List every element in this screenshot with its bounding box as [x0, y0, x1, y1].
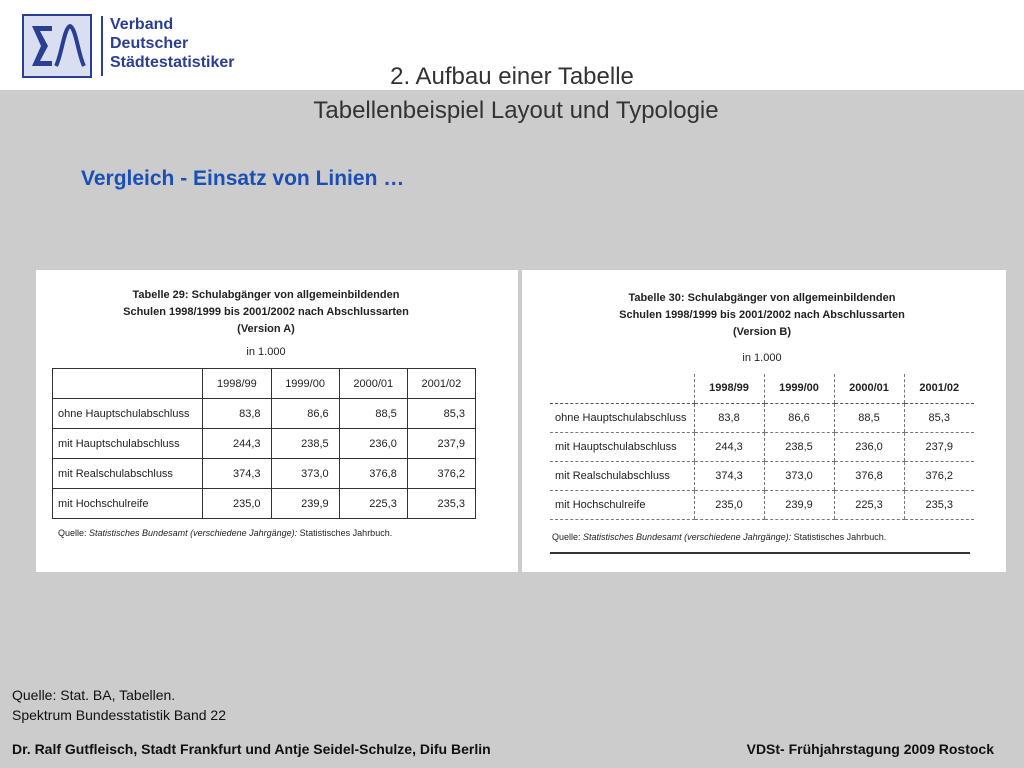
- table-cell: 235,0: [203, 489, 271, 519]
- source-prefix: Quelle:: [58, 528, 90, 538]
- table-a-grid: [52, 368, 476, 519]
- table-cell: 85,3: [407, 399, 475, 429]
- slide-title-sub: Tabellenbeispiel Layout und Typologie: [313, 97, 719, 124]
- table-b-source: [552, 532, 886, 542]
- table-cell: 225,3: [339, 489, 407, 519]
- table-cell: 235,3: [407, 489, 475, 519]
- table-cell: 85,3: [904, 403, 974, 432]
- row-label: mit Hochschulreife: [53, 489, 203, 519]
- table-a-caption-line-3: (Version A): [237, 323, 295, 335]
- source-italic: Statistisches Bundesamt (verschiedene Jahrgänge):: [89, 528, 298, 538]
- section-heading: Vergleich - Einsatz von Linien …: [81, 167, 405, 190]
- table-cell: 225,3: [834, 490, 904, 519]
- logo-line-3: Städtestatistiker: [110, 54, 235, 71]
- row-label: mit Hauptschulabschluss: [550, 432, 694, 461]
- table-row: [53, 489, 476, 519]
- table-cell: 239,9: [271, 489, 339, 519]
- table-cell: 238,5: [271, 429, 339, 459]
- table-a-caption: [76, 287, 456, 338]
- table-b-caption-line-1: Tabelle 30: Schulabgänger von allgemeinbildenden: [628, 292, 896, 304]
- table-row: [53, 429, 476, 459]
- row-label: ohne Hauptschulabschluss: [550, 403, 694, 432]
- table-cell: 86,6: [764, 403, 834, 432]
- row-label: mit Hauptschulabschluss: [53, 429, 203, 459]
- table-cell: 376,2: [904, 461, 974, 490]
- source-suffix: Statistisches Jahrbuch.: [791, 532, 887, 542]
- table-cell: 244,3: [203, 429, 271, 459]
- table-cell: 237,9: [904, 432, 974, 461]
- table-row: [550, 461, 974, 490]
- table-row: [550, 490, 974, 519]
- row-label: mit Realschulabschluss: [53, 459, 203, 489]
- table-cell: 376,2: [407, 459, 475, 489]
- table-cell: 239,9: [764, 490, 834, 519]
- table-scan-version-a: [36, 270, 518, 572]
- table-a-caption-line-1: Tabelle 29: Schulabgänger von allgemeinbildenden: [132, 289, 400, 301]
- table-row: [550, 403, 974, 432]
- footer-authors: Dr. Ralf Gutfleisch, Stadt Frankfurt und Antje Seidel-Schulze, Difu Berlin: [12, 741, 491, 757]
- column-header: 2001/02: [904, 374, 974, 403]
- table-cell: 376,8: [339, 459, 407, 489]
- column-header: 2000/01: [834, 374, 904, 403]
- table-b-grid: [550, 374, 974, 520]
- table-cell: 235,3: [904, 490, 974, 519]
- slide-source-note: [12, 685, 226, 725]
- table-cell: 374,3: [694, 461, 764, 490]
- table-cell: 376,8: [834, 461, 904, 490]
- source-prefix: Quelle:: [552, 532, 584, 542]
- table-a-source: [58, 528, 392, 538]
- table-b-unit: in 1.000: [742, 352, 782, 364]
- table-b-caption-line-3: (Version B): [732, 326, 792, 338]
- table-cell: 88,5: [834, 403, 904, 432]
- column-header: 1999/00: [764, 374, 834, 403]
- table-row: [53, 399, 476, 429]
- table-cell: 244,3: [694, 432, 764, 461]
- table-cell: 83,8: [203, 399, 271, 429]
- table-cell: 237,9: [407, 429, 475, 459]
- table-corner-cell: [550, 374, 694, 403]
- row-label: mit Realschulabschluss: [550, 461, 694, 490]
- row-label: mit Hochschulreife: [550, 490, 694, 519]
- logo-line-2: Deutscher: [110, 35, 189, 52]
- table-cell: 373,0: [271, 459, 339, 489]
- table-header-row: [53, 369, 476, 399]
- table-header-row: [550, 374, 974, 403]
- column-header: 2000/01: [339, 369, 407, 399]
- table-b-caption: [572, 290, 952, 341]
- table-cell: 88,5: [339, 399, 407, 429]
- source-note-line-1: Quelle: Stat. BA, Tabellen.: [12, 687, 176, 703]
- source-suffix: Statistisches Jahrbuch.: [297, 528, 393, 538]
- table-a-caption-line-2: Schulen 1998/1999 bis 2001/2002 nach Abschlussarten: [123, 306, 409, 318]
- table-cell: 238,5: [764, 432, 834, 461]
- table-cell: 373,0: [764, 461, 834, 490]
- table-cell: 236,0: [834, 432, 904, 461]
- table-cell: 374,3: [203, 459, 271, 489]
- source-note-line-2: Spektrum Bundesstatistik Band 22: [12, 707, 227, 723]
- table-cell: 86,6: [271, 399, 339, 429]
- logo-line-1: Verband: [110, 16, 174, 33]
- slide-title: 2. Aufbau einer Tabelle: [390, 63, 634, 90]
- table-a-unit: in 1.000: [246, 346, 286, 358]
- table-row: [53, 459, 476, 489]
- table-b-bottom-rule: [550, 552, 970, 554]
- table-scan-version-b: [522, 270, 1006, 572]
- footer-event: VDSt- Frühjahrstagung 2009 Rostock: [746, 741, 994, 757]
- table-cell: 83,8: [694, 403, 764, 432]
- table-cell: 235,0: [694, 490, 764, 519]
- table-b-caption-line-2: Schulen 1998/1999 bis 2001/2002 nach Abschlussarten: [619, 309, 905, 321]
- table-row: [550, 432, 974, 461]
- column-header: 2001/02: [407, 369, 475, 399]
- row-label: ohne Hauptschulabschluss: [53, 399, 203, 429]
- source-italic: Statistisches Bundesamt (verschiedene Jahrgänge):: [583, 532, 792, 542]
- column-header: 1998/99: [694, 374, 764, 403]
- column-header: 1998/99: [203, 369, 271, 399]
- column-header: 1999/00: [271, 369, 339, 399]
- table-corner-cell: [53, 369, 203, 399]
- table-cell: 236,0: [339, 429, 407, 459]
